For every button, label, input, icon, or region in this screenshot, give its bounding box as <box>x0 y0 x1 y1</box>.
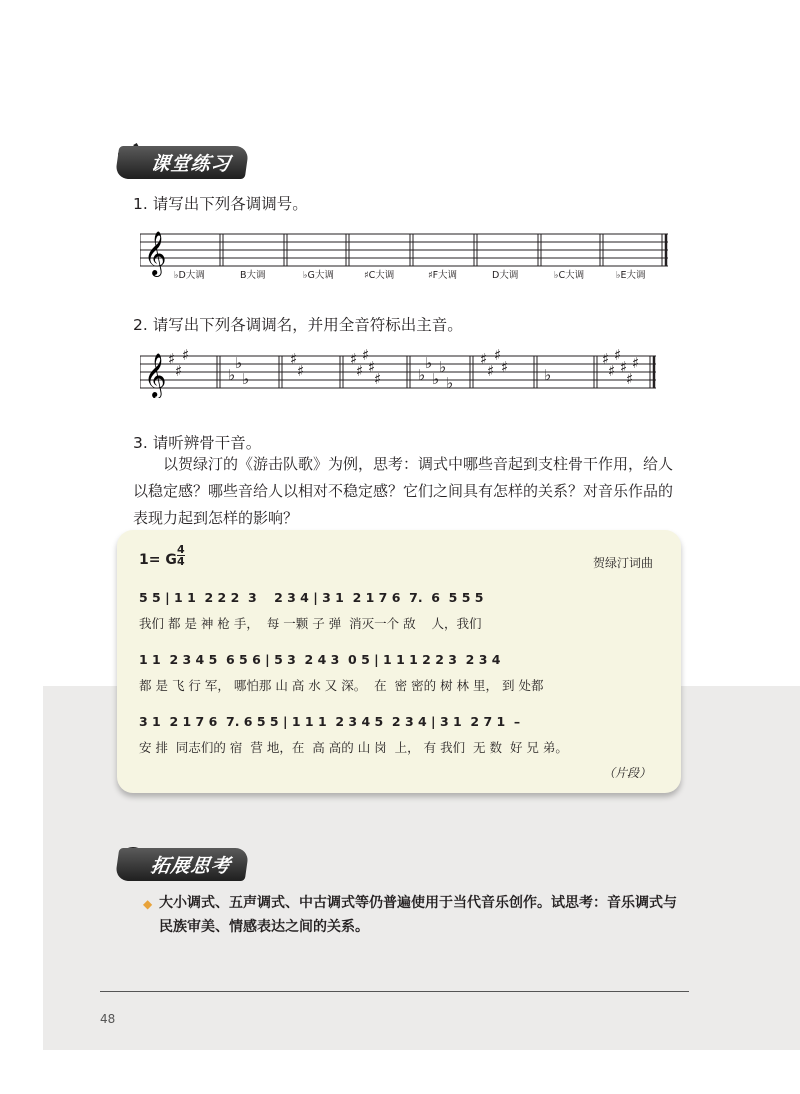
score-line-1-lyrics: 我们 都 是 神 枪 手， 每 一颗 子 弹 消灭一个 敌 人，我们 <box>139 616 482 631</box>
flat-icon <box>228 354 249 388</box>
footer-divider <box>100 991 689 992</box>
svg-text:♭: ♭ <box>418 366 426 384</box>
sharp-icon <box>168 346 189 380</box>
svg-text:♭: ♭ <box>446 374 454 392</box>
diamond-bullet-icon: ◆ <box>143 897 153 911</box>
key-label: ♭D大调 <box>174 270 205 281</box>
question-2: 2. 请写出下列各调调名，并用全音符标出主音。 <box>133 316 463 334</box>
key-label: ♭E大调 <box>616 270 646 281</box>
question-3: 3. 请听辨骨干音。 <box>133 434 262 452</box>
svg-text:♯: ♯ <box>602 350 610 368</box>
sharp-icon <box>290 350 304 380</box>
section-banner-thinking <box>117 848 247 881</box>
svg-text:♯: ♯ <box>480 350 488 368</box>
svg-text:♯: ♯ <box>356 362 364 380</box>
sharp-icon <box>480 346 508 380</box>
sharp-icon <box>350 346 381 388</box>
svg-text:♭: ♭ <box>425 354 433 372</box>
svg-text:♯: ♯ <box>487 362 495 380</box>
staff-key-names <box>140 346 660 398</box>
score-line-1-notes: 5 5 | 1 1 2 2 2 3 2 3 4 | 3 1 2 1 7 6 7. 6 5 5 5 <box>139 590 484 605</box>
section-title: 课堂练习 <box>115 146 250 179</box>
svg-text:♯: ♯ <box>182 346 190 364</box>
score-line-2-notes: 1 1 2 3 4 5 6 5 6 | 5 3 2 4 3 0 5 | 1 1 1 2 2 3 2 3 4 <box>139 652 501 667</box>
svg-text:♭: ♭ <box>242 370 250 388</box>
question-1: 1. 请写出下列各调调号。 <box>133 195 308 213</box>
svg-text:♭: ♭ <box>432 370 440 388</box>
key-signature: 1= G <box>139 552 177 568</box>
svg-text:♭: ♭ <box>544 366 552 384</box>
score-line-3-lyrics: 安 排 同志们的 宿 营 地，在 高 高的 山 岗 上， 有 我们 无 数 好 兄 弟。 <box>139 740 568 755</box>
svg-text:♯: ♯ <box>290 350 298 368</box>
svg-text:♯: ♯ <box>494 346 502 364</box>
svg-text:♯: ♯ <box>632 354 640 372</box>
svg-text:♯: ♯ <box>350 350 358 368</box>
excerpt-note: （片段） <box>602 766 651 780</box>
question-3-paragraph: 以贺绿汀的《游击队歌》为例，思考：调式中哪些音起到支柱骨干作用，给人以稳定感？哪些音给人以相对不稳定感？它们之间具有怎样的关系？对音乐作品的表现力起到怎样的影响？ <box>133 455 674 527</box>
time-top: 4 <box>177 543 185 556</box>
svg-text:♯: ♯ <box>620 358 628 376</box>
svg-text:♯: ♯ <box>614 346 622 364</box>
svg-text:♭: ♭ <box>228 366 236 384</box>
svg-text:♭: ♭ <box>439 358 447 376</box>
score-line-3-notes: 3 1 2 1 7 6 7. 6 5 5 | 1 1 1 2 3 4 5 2 3 4 | 3 1 2 7 1 – <box>139 714 521 729</box>
svg-text:♯: ♯ <box>626 370 634 388</box>
key-label: B大调 <box>240 270 266 281</box>
staff-key-signatures <box>140 226 672 282</box>
svg-text:♯: ♯ <box>175 362 183 380</box>
think-paragraph: 大小调式、五声调式、中古调式等仍普遍使用于当代音乐创作。试思考：音乐调式与民族审美、情感表达之间的关系。 <box>159 895 677 935</box>
svg-text:♭: ♭ <box>235 354 243 372</box>
flat-icon <box>544 366 551 384</box>
time-bottom: 4 <box>177 555 185 568</box>
time-signature <box>177 544 185 567</box>
svg-text:♯: ♯ <box>608 362 616 380</box>
svg-text:♯: ♯ <box>297 362 305 380</box>
key-label: ♯C大调 <box>364 270 395 281</box>
section-banner-practice <box>117 146 247 179</box>
section-title: 拓展思考 <box>115 848 250 881</box>
flat-icon <box>418 354 453 392</box>
svg-text:♯: ♯ <box>374 370 382 388</box>
score-line-2-lyrics: 都 是 飞 行 军， 哪怕那 山 高 水 又 深。 在 密 密的 树 林 里， 到 处都 <box>139 678 544 693</box>
treble-clef-icon: 𝄞 <box>144 353 167 397</box>
page-number: 48 <box>100 1012 116 1026</box>
key-label: ♭G大调 <box>303 270 334 281</box>
svg-text:♯: ♯ <box>168 350 176 368</box>
composer: 贺绿汀词曲 <box>592 556 653 570</box>
key-label: D大调 <box>492 270 519 281</box>
svg-text:♯: ♯ <box>501 358 509 376</box>
svg-text:♯: ♯ <box>362 346 370 364</box>
key-label: ♭C大调 <box>554 270 585 281</box>
svg-text:♯: ♯ <box>368 358 376 376</box>
sharp-icon <box>602 346 639 388</box>
score-card <box>117 530 681 793</box>
treble-clef-icon: 𝄞 <box>144 231 167 275</box>
key-label: ♯F大调 <box>428 270 458 281</box>
